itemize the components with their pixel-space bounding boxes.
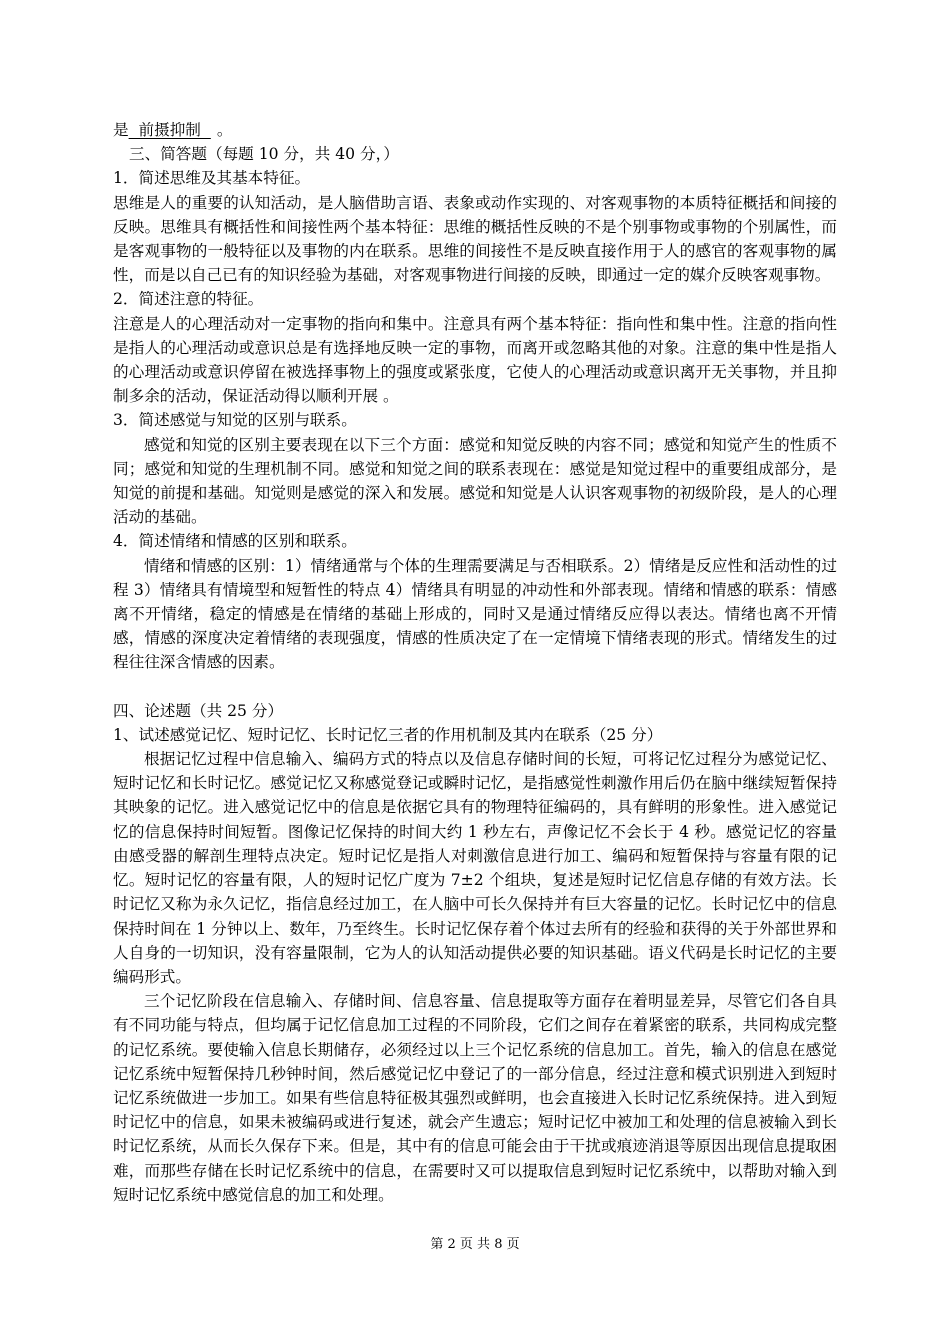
q1-title: 1．简述思维及其基本特征。 bbox=[113, 169, 311, 188]
q4-answer: 情绪和情感的区别：1）情绪通常与个体的生理需要满足与否相联系。2）情绪是反应性和活动性的过程 3）情绪具有情境型和短暂性的特点 4）情绪具有明显的冲动性和外部表现。情绪和情感的联系：情感离不开情绪，稳定的情感是在情绪的基础上形成的，同时又是通过情绪反应得以表达。情绪也离不开情感，情感的深度决定着情绪的表现强度，情感的性质决定了在一定情境下情绪表现的形式。情绪发生的过程往往深含情感的因素。 bbox=[113, 556, 837, 672]
fill-in-answer-line bbox=[113, 118, 837, 142]
essay-paragraph-1: 根据记忆过程中信息输入、编码方式的特点以及信息存储时间的长短，可将记忆过程分为感觉记忆、短时记忆和长时记忆。感觉记忆又称感觉登记或瞬时记忆，是指感觉性刺激作用后仍在脑中继续短暂保持其映象的记忆。进入感觉记忆中的信息是依据它具有的物理特征编码的，具有鲜明的形象性。进入感觉记忆的信息保持时间短暂。图像记忆保持的时间大约 1 秒左右，声像记忆不会长于 4 秒。感觉记忆的容量由感受器的解剖生理特点决定。短时记忆是指人对刺激信息进行加工、编码和短暂保持与容量有限的记忆。短时记忆的容量有限，人的短时记忆广度为 7±2 个组块，复述是短时记忆信息存储的有效方法。长时记忆又称为永久记忆，指信息经过加工，在人脑中可长久保持并有巨大容量的记忆。长时记忆中的信息保持时间在 1 分钟以上、数年，乃至终生。长时记忆保存着个体过去所有的经验和获得的关于外部世界和人自身的一切知识，没有容量限制，它为人的认知活动提供必要的知识基础。语义代码是长时记忆的主要编码形式。 bbox=[113, 750, 837, 986]
section3-heading: 三、简答题（每题 10 分，共 40 分，） bbox=[129, 145, 400, 164]
q2-answer: 注意是人的心理活动对一定事物的指向和集中。注意具有两个基本特征：指向性和集中性。注意的指向性是指人的心理活动或意识总是有选择地反映一定的事物，而离开或忽略其他的对象。注意的集中性是指人的心理活动或意识停留在被选择事物上的强度或紧张度，它使人的心理活动或意识离开无关事物，并且抑制多余的活动，保证活动得以顺利开展 。 bbox=[113, 314, 837, 406]
q2-title: 2．简述注意的特征。 bbox=[113, 290, 264, 309]
q1-answer: 思维是人的重要的认知活动，是人脑借助言语、表象或动作实现的、对客观事物的本质特征概括和间接的反映。思维具有概括性和间接性两个基本特征：思维的概括性反映的不是个别事物或事物的个别属性，而是客观事物的一般特征以及事物的内在联系。思维的间接性不是反映直接作用于人的感官的客观事物的属性，而是以自己已有的知识经验为基础，对客观事物进行间接的反映，即通过一定的媒介反映客观事物。 bbox=[113, 193, 837, 285]
spacer bbox=[113, 675, 837, 699]
page-footer: 第 2 页 共 8 页 bbox=[430, 1237, 520, 1252]
q4-title: 4．简述情绪和情感的区别和联系。 bbox=[113, 532, 357, 551]
q3-answer: 感觉和知觉的区别主要表现在以下三个方面：感觉和知觉反映的内容不同；感觉和知觉产生的性质不同；感觉和知觉的生理机制不同。感觉和知觉之间的联系表现在：感觉是知觉过程中的重要组成部分，是知觉的前提和基础。知觉则是感觉的深入和发展。感觉和知觉是人认识客观事物的初级阶段，是人的心理活动的基础。 bbox=[113, 435, 837, 527]
fill-prefix: 是 bbox=[113, 121, 129, 139]
section4-heading: 四、论述题（共 25 分） bbox=[113, 701, 284, 720]
fill-answer: 前摄抑制 bbox=[128, 121, 211, 139]
fill-suffix: 。 bbox=[216, 121, 233, 139]
essay-title: 1、试述感觉记忆、短时记忆、长时记忆三者的作用机制及其内在联系（25 分） bbox=[113, 725, 663, 744]
q3-title: 3．简述感觉与知觉的区别与联系。 bbox=[113, 411, 357, 430]
essay-paragraph-2: 三个记忆阶段在信息输入、存储时间、信息容量、信息提取等方面存在着明显差异，尽管它们各自具有不同功能与特点，但均属于记忆信息加工过程的不同阶段，它们之间存在着紧密的联系，共同构成完整的记忆系统。要使输入信息长期储存，必须经过以上三个记忆系统的信息加工。首先，输入的信息在感觉记忆系统中短暂保持几秒钟时间，然后感觉记忆中登记了的一部分信息，经过注意和模式识别进入到短时记忆系统做进一步加工。如果有些信息特征极其强烈或鲜明，也会直接进入长时记忆系统保持。进入到短时记忆中的信息，如果未被编码或进行复述，就会产生遗忘；短时记忆中被加工和处理的信息被输入到长时记忆系统，从而长久保存下来。但是，其中有的信息可能会由于干扰或痕迹消退等原因出现信息提取困难，而那些存储在长时记忆系统中的信息，在需要时又可以提取信息到短时记忆系统中，以帮助对输入到短时记忆系统中感觉信息的加工和处理。 bbox=[113, 992, 837, 1204]
